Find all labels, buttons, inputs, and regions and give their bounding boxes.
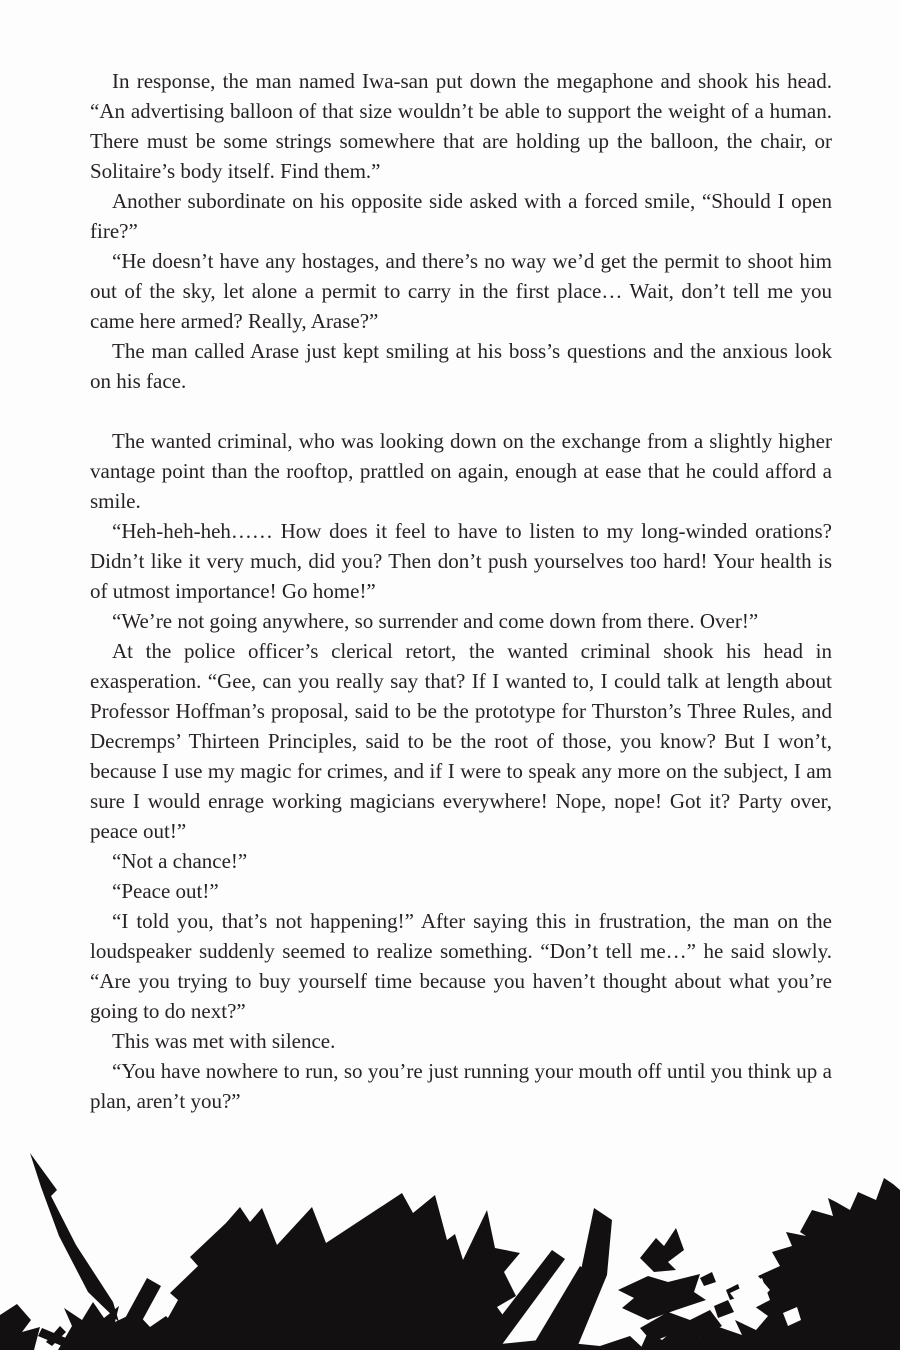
paragraph: “We’re not going anywhere, so surrender and come down from there. Over!”: [112, 609, 759, 633]
paragraph: At the police officer’s clerical retort, the wanted criminal shook his head in exasperation. “Gee, can you really say that? If I wanted to, I could talk at length about Professor Hoffman’s proposal, said to be the prototype for Thurston’s Three Rules, and Decremps’ Thirteen Principles, said to be the root of those, you know? But I won’t, because I use my magic for crimes, and if I were to speak any more on the subject, I am sure I would enrage working magicians everywhere! Nope, nope! Got it? Party over, peace out!”: [90, 639, 832, 843]
shard: [618, 1274, 706, 1320]
paragraph: “You have nowhere to run, so you’re just running your mouth off until you think up a plan, aren’t you?”: [90, 1059, 832, 1113]
debris-illustration: [0, 1150, 900, 1350]
shard: [700, 1272, 716, 1286]
paragraph: “I told you, that’s not happening!” After saying this in frustration, the man on the loudspeaker suddenly seemed to realize something. “Don’t tell me…” he said slowly. “Are you trying to buy yourself time because you haven’t thought about what you’re going to do next?”: [90, 909, 832, 1023]
paragraph: In response, the man named Iwa-san put down the megaphone and shook his head. “An advertising balloon of that size wouldn’t be able to support the weight of a human. There must be some strings somewhere that are holding up the balloon, the chair, or Solitaire’s body itself. Find them.”: [90, 69, 832, 183]
paragraph: “Heh-heh-heh…… How does it feel to have to listen to my long-winded orations? Didn’t like it very much, did you? Then don’t push yourselves too hard! Your health is of utmost importance! Go home!”: [90, 519, 832, 603]
paragraph: “Not a chance!”: [112, 849, 248, 873]
shard: [30, 1153, 119, 1322]
body-text: [90, 66, 832, 1116]
paragraph: The wanted criminal, who was looking down on the exchange from a slightly higher vantage point than the rooftop, prattled on again, enough at ease that he could afford a smile.: [90, 429, 832, 513]
paragraph: This was met with silence.: [112, 1029, 336, 1053]
shard: [640, 1228, 684, 1272]
shard: [714, 1300, 734, 1318]
paragraph: “He doesn’t have any hostages, and there’s no way we’d get the permit to shoot him out of the sky, let alone a permit to carry in the first place… Wait, don’t tell me you came here armed? Really, Arase?”: [90, 249, 832, 333]
shard: [549, 1208, 612, 1350]
shard: [0, 1304, 40, 1350]
shard: [150, 1193, 520, 1350]
paragraph: Another subordinate on his opposite side asked with a forced smile, “Should I open fire?”: [90, 189, 832, 243]
paragraph: “Peace out!”: [112, 879, 219, 903]
paragraph: The man called Arase just kept smiling at his boss’s questions and the anxious look on his face.: [90, 339, 832, 393]
